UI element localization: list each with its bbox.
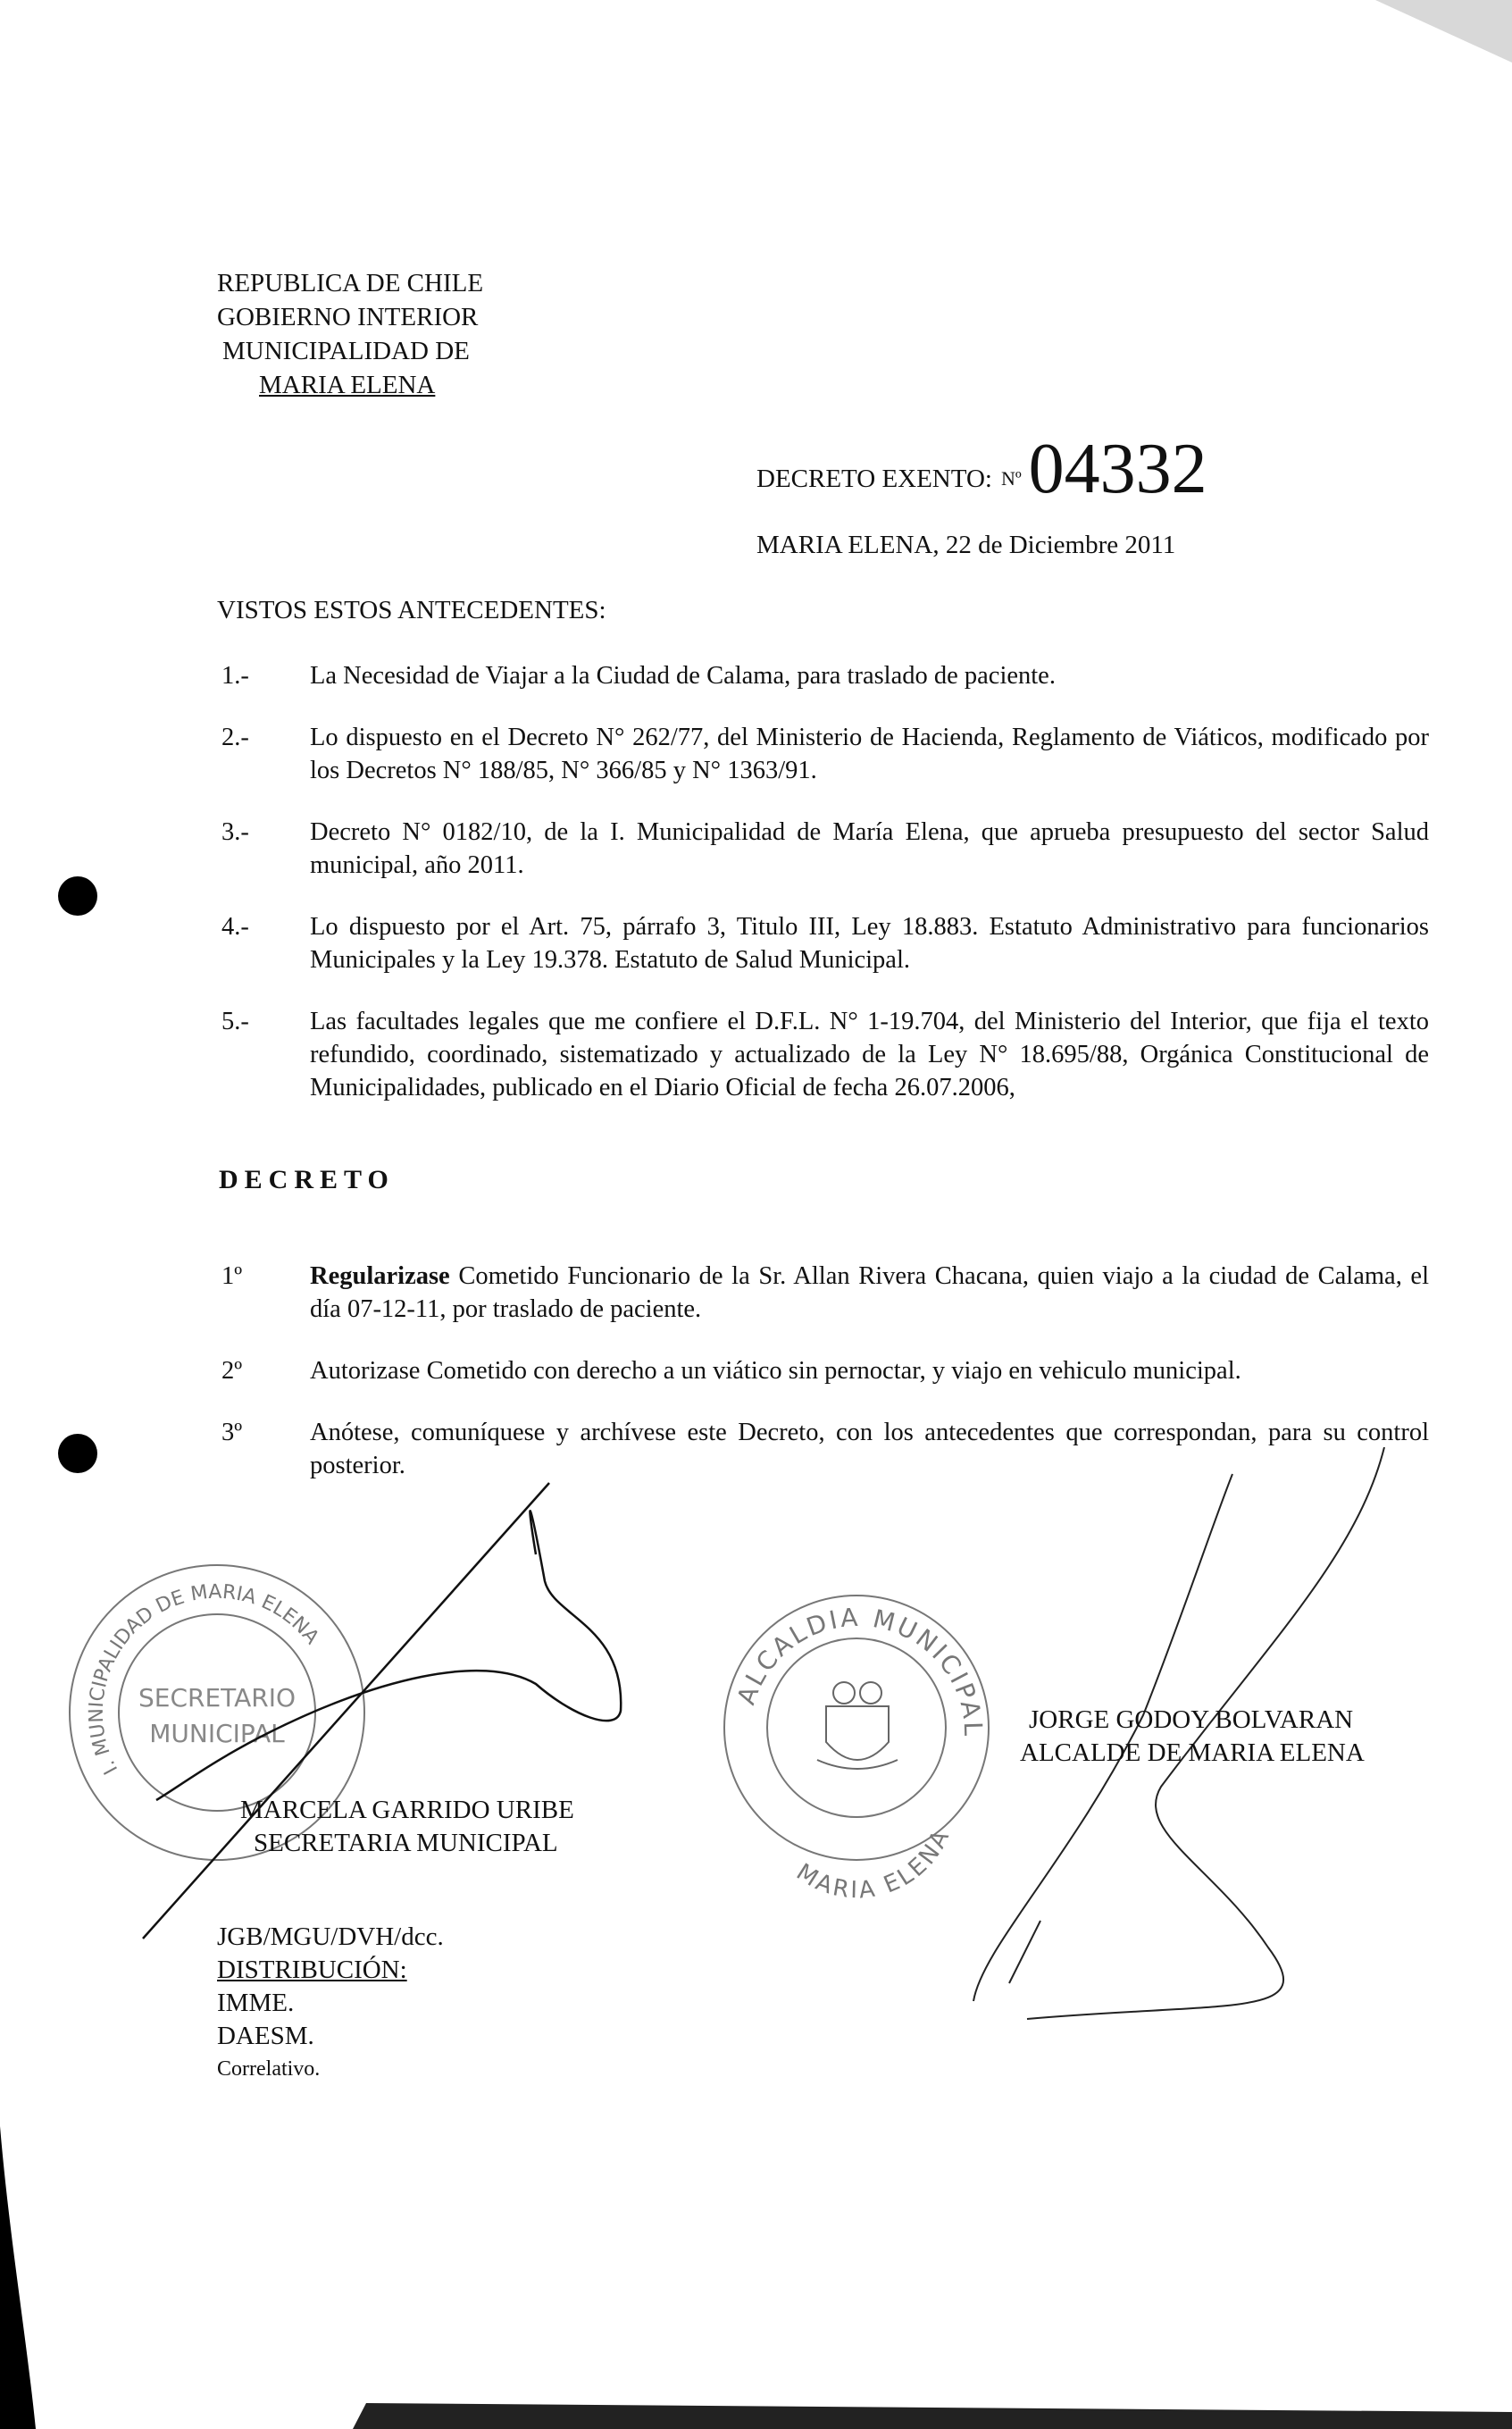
vistos-title: VISTOS ESTOS ANTECEDENTES: — [217, 596, 606, 624]
scan-edge-black — [0, 2126, 36, 2429]
decree-number — [756, 429, 1207, 510]
recipient: IMME. — [217, 1989, 295, 2017]
initials: JGB/MGU/DVH/dcc. — [217, 1922, 444, 1951]
secretary-title: SECRETARIA MUNICIPAL — [254, 1829, 558, 1857]
place-date: MARIA ELENA, 22 de Diciembre 2011 — [756, 531, 1176, 559]
body-flow — [221, 659, 1429, 1511]
letterhead-line: MARIA ELENA — [259, 371, 436, 399]
letterhead-line: MUNICIPALIDAD DE — [222, 337, 470, 365]
letterhead — [217, 266, 483, 402]
mayor-title: ALCALDE DE MARIA ELENA — [1020, 1738, 1365, 1767]
secretary-signatory — [240, 1794, 574, 1860]
secretary-name: MARCELA GARRIDO URIBE — [240, 1796, 574, 1824]
recipient-last: Correlativo. — [217, 2057, 321, 2081]
vistos-item: 4.- Lo dispuesto por el Art. 75, párrafo 3, Titulo III, Ley 18.883. Estatuto Administrativo para funcionarios Municipales y la Ley 19.378. Estatuto de Salud Municipal. — [221, 913, 1429, 974]
mayor-signatory — [1020, 1704, 1365, 1770]
svg-text:MUNICIPAL: MUNICIPAL — [149, 1719, 285, 1748]
distribution — [217, 1921, 444, 2086]
vistos-item: 2.- Lo dispuesto en el Decreto N° 262/77, del Ministerio de Hacienda, Reglamento de Viáticos, modificado por los Decretos N° 188/85, N° 366/85 y N° 1363/91. — [221, 724, 1429, 784]
vistos-item: 3.- Decreto N° 0182/10, de la I. Municipalidad de María Elena, que aprueba presupuesto del sector Salud municipal, año 2011. — [221, 818, 1429, 879]
svg-text:ALCALDIA MUNICIPAL: ALCALDIA MUNICIPAL — [731, 1602, 989, 1739]
scan-edge-bottom — [353, 2403, 1512, 2429]
decree-label: DECRETO EXENTO: — [756, 465, 992, 493]
decreto-item: 3º Anótese, comuníquese y archívese este Decreto, con los antecedentes que correspondan, para su control posterior. — [221, 1419, 1429, 1479]
secretary-signature — [143, 1483, 621, 1939]
letterhead-line: GOBIERNO INTERIOR — [217, 303, 479, 331]
decreto-heading: DECRETO — [219, 1165, 395, 1194]
vistos-item: 1.- La Necesidad de Viajar a la Ciudad de Calama, para traslado de paciente. — [221, 662, 1056, 690]
svg-text:MARIA ELENA: MARIA ELENA — [791, 1824, 956, 1905]
svg-text:SECRETARIO: SECRETARIO — [138, 1683, 296, 1713]
recipient: DAESM. — [217, 2022, 314, 2050]
distribution-title: DISTRIBUCIÓN: — [217, 1956, 407, 1984]
mayor-name: JORGE GODOY BOLVARAN — [1029, 1705, 1354, 1734]
decreto-item: 2º Autorizase Cometido con derecho a un viático sin pernoctar, y viajo en vehiculo municipal. — [221, 1357, 1241, 1385]
punch-hole-1 — [58, 876, 97, 916]
number-label: Nº — [1000, 467, 1022, 490]
svg-text:I. MUNICIPALIDAD DE MARIA ELEN: I. MUNICIPALIDAD DE MARIA ELENA — [85, 1580, 323, 1779]
decree-number-value: 04332 — [1028, 430, 1207, 508]
letterhead-line: REPUBLICA DE CHILE — [217, 269, 484, 297]
decreto-item: 1º Regularizase Cometido Funcionario de la Sr. Allan Rivera Chacana, quien viajo a la ciudad de Calama, el día 07-12-11, por traslado de paciente. — [221, 1262, 1429, 1323]
vistos-item: 5.- Las facultades legales que me confiere el D.F.L. N° 1-19.704, del Ministerio del Interior, que fija el texto refundido, coordinado, sistematizado y actualizado de la Ley N° 18.695/88, Orgánica Constitucional de Municipalidades, publicado en el Diario Oficial de fecha 26.07.2006, — [221, 1008, 1429, 1101]
scan-corner-shadow — [1375, 0, 1512, 63]
